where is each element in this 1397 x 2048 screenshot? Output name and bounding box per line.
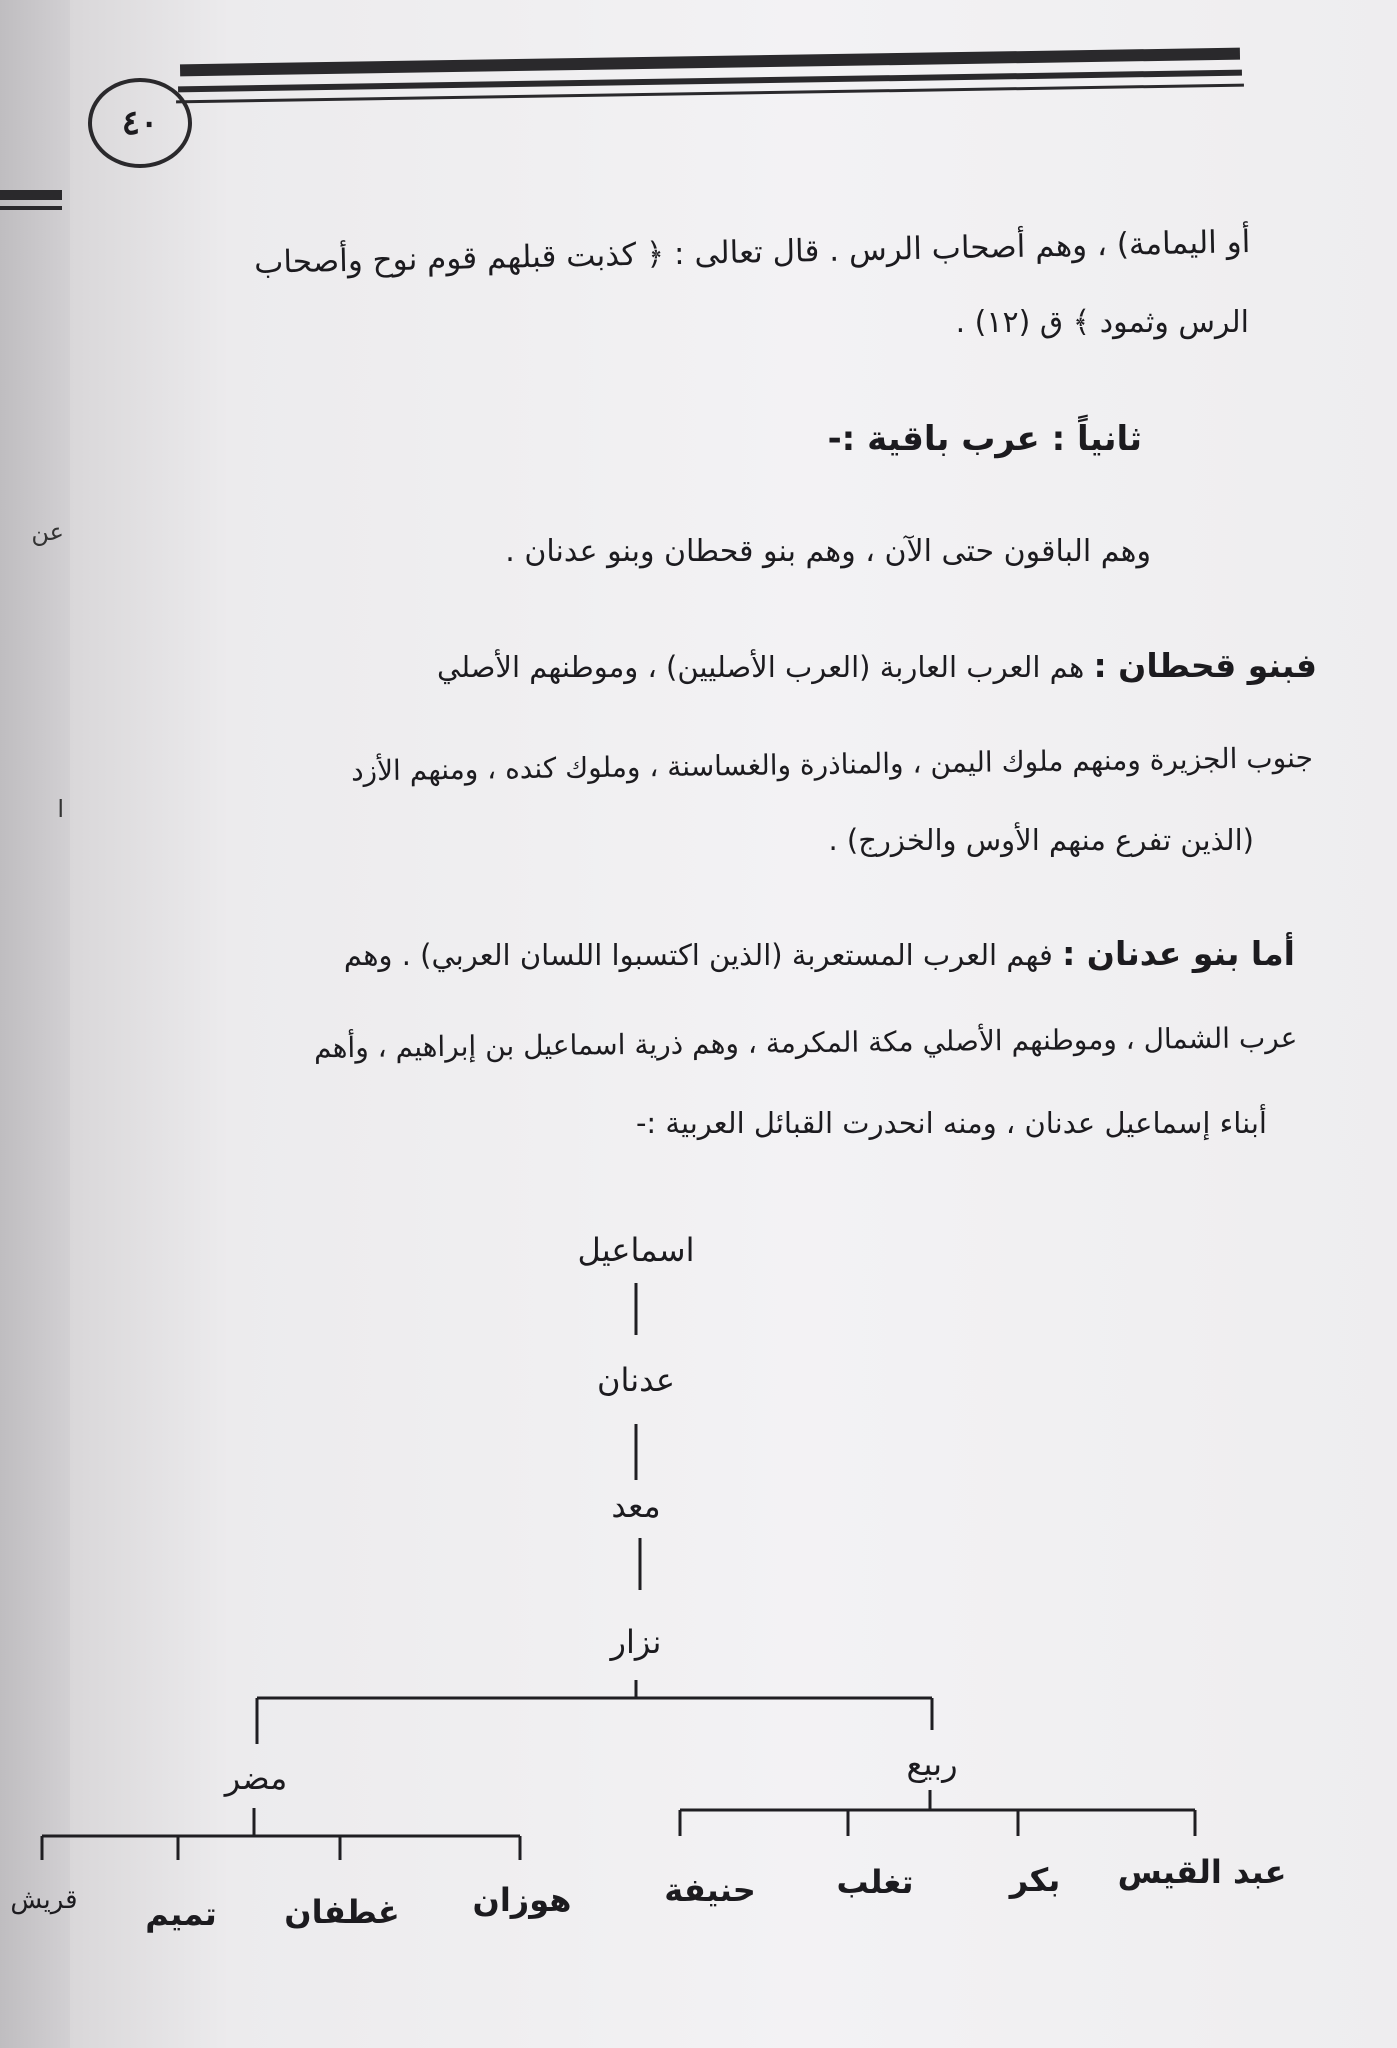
paragraph-text: هم العرب العاربة (العرب الأصليين) ، وموطنهم الأصلي [437,650,1085,684]
paragraph-line: وهم الباقون حتى الآن ، وهم بنو قحطان وبنو عدنان . [505,534,1151,569]
tree-leaf: غطفان [284,1893,400,1931]
tree-leaf: قريش [10,1885,78,1915]
tree-leaf: حنيفة [664,1871,756,1909]
tree-node-mudar: مضر [224,1759,288,1797]
tree-node-level3: نزار [610,1623,662,1661]
paragraph-line: أو اليمامة) ، وهم أصحاب الرس . قال تعالى : ﴿ كذبت قبلهم قوم نوح وأصحاب [253,224,1251,281]
paragraph-lead: أما بنو عدنان : [1062,934,1295,973]
tree-leaf: بكر [1009,1861,1061,1899]
tree-node-level1: عدنان [596,1361,676,1399]
paragraph-line: جنوب الجزيرة ومنهم ملوك اليمن ، والمناذرة والغساسنة ، وملوك كنده ، ومنهم الأزد [350,741,1314,788]
paragraph-line: أبناء إسماعيل عدنان ، ومنه انحدرت القبائل العربية :- [635,1106,1267,1140]
adjacent-page-text: ا [57,795,64,823]
tree-node-root: اسماعيل [577,1231,695,1269]
tree-leaf: هوزان [472,1881,572,1919]
adjacent-page-text: عن [31,518,64,546]
tree-leaf: عبد القيس [1117,1853,1287,1891]
paragraph-text: فهم العرب المستعربة (الذين اكتسبوا اللسان العربي) . وهم [343,938,1053,972]
paragraph-line: الرس وثمود ﴾ ق (١٢) . [955,305,1249,340]
paragraph-line: عرب الشمال ، وموطنهم الأصلي مكة المكرمة ، وهم ذرية اسماعيل بن إبراهيم ، وأهم [313,1021,1298,1065]
section-heading: ثانياً : عرب باقية :- [827,419,1142,459]
tree-leaf: تغلب [836,1863,914,1901]
paragraph-line: (الذين تفرع منهم الأوس والخزرج) . [828,823,1254,857]
paragraph-lead: فبنو قحطان : [1093,646,1317,685]
page-number: ٤٠ [88,78,192,168]
tree-node-rabia: ربيع [906,1745,958,1783]
tree-leaf: تميم [145,1895,217,1933]
tree-node-level2: معد [611,1487,661,1525]
